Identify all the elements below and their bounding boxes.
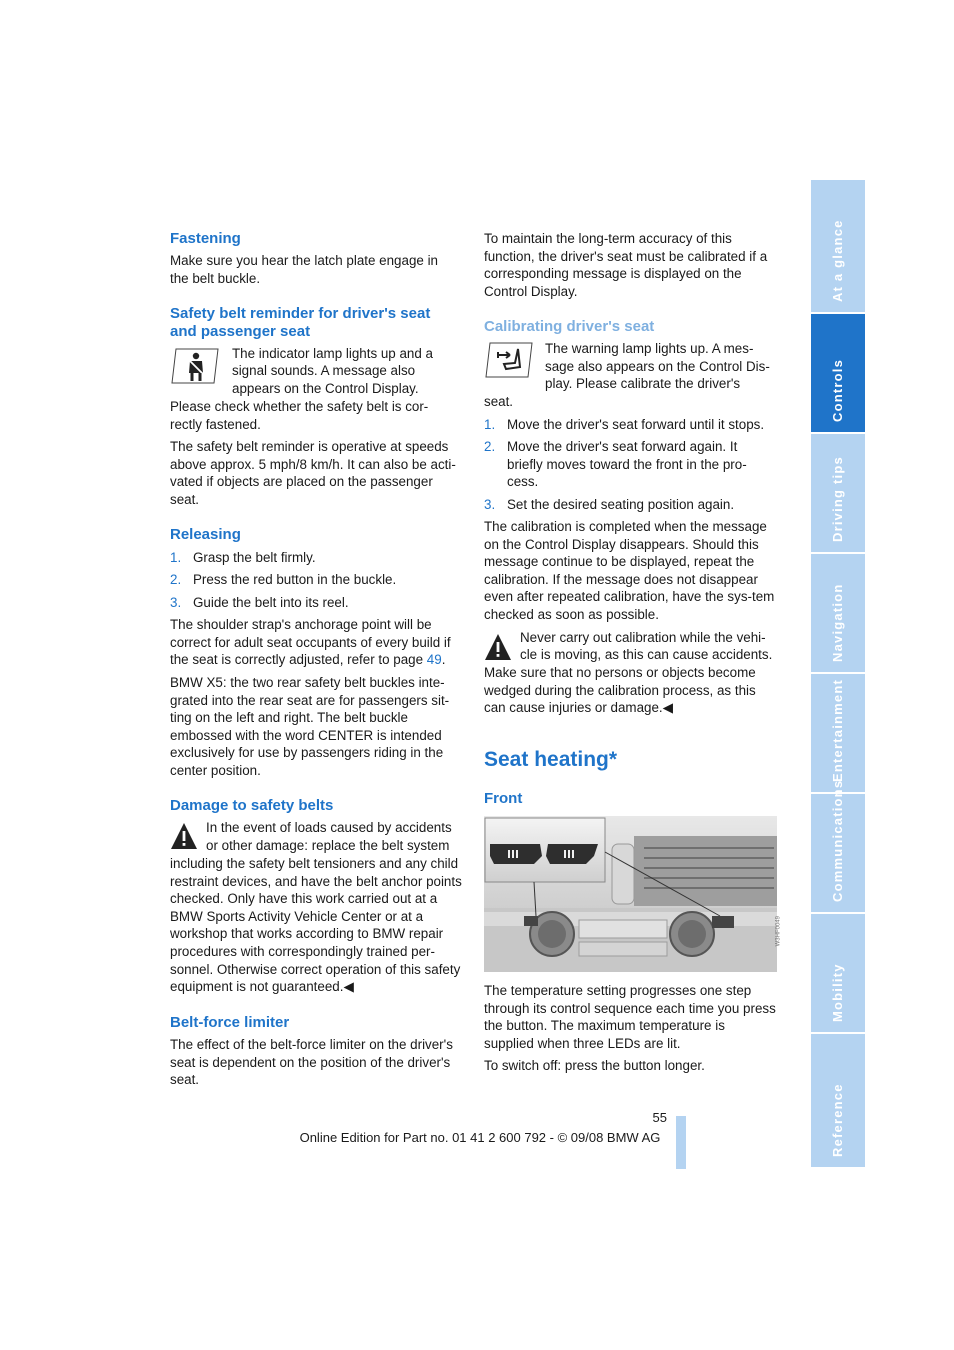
- list-item: [484, 438, 779, 492]
- calibration-complete-text: The calibration is completed when the message on the Control Display disappears. Should this message continue to be displayed, repeat the calibration. If the message does not disappear even after repeated calibration, have the sys-tem checked as soon as possible.: [484, 519, 775, 622]
- calibration-warn-line1: Never carry out calibration while the vehi-: [520, 630, 766, 645]
- list-item: [484, 416, 779, 434]
- reminder-icon-line2: signal sounds. A message also: [232, 363, 416, 378]
- seatbelt-icon: [170, 347, 222, 385]
- fastening-text: Make sure you hear the latch plate engage in the belt buckle.: [170, 253, 438, 286]
- heading-front: Front: [484, 790, 523, 807]
- reminder-after-text: Please check whether the safety belt is cor-rectly fastened.: [170, 399, 429, 432]
- tab-mobility[interactable]: Mobility: [811, 914, 865, 1034]
- heading-releasing: Releasing: [170, 526, 241, 543]
- image-code: W3HF0049: [775, 916, 781, 947]
- step-number: 2.: [170, 572, 182, 587]
- section-title-seat-heating: Seat heating*: [484, 748, 618, 771]
- damage-warn-line1: In the event of loads caused by accidents: [206, 820, 452, 835]
- calibrating-icon-line3: play. Please calibrate the driver's: [545, 376, 741, 391]
- calibration-intro-text: To maintain the long-term accuracy of this function, the driver's seat must be calibrated if a corresponding message is displayed on the Control Display.: [484, 231, 768, 299]
- list-item: [170, 594, 460, 612]
- reminder-icon-line3: appears on the Control Display.: [232, 381, 419, 396]
- bmw-x5-text: BMW X5: the two rear safety belt buckles inte-grated into the rear seat are for passengers sit-ting on the left and right. The belt buckle embossed with the word CENTER is intended exclusively for use by passengers riding in the center position.: [170, 675, 450, 778]
- heading-calibrating: Calibrating driver's seat: [484, 318, 655, 335]
- step-number: 1.: [484, 417, 496, 432]
- reminder-speed-text: The safety belt reminder is operative at speeds above approx. 5 mph/8 km/h. It can also be acti-vated if objects are placed on the passenger seat.: [170, 439, 456, 507]
- calibrating-icon-line2: sage also appears on the Control Dis-: [545, 359, 770, 374]
- page-number: 55: [652, 1110, 667, 1125]
- edition-footer: Online Edition for Part no. 01 41 2 600 792 - © 09/08 BMW AG: [299, 1130, 661, 1145]
- temperature-setting-text: The temperature setting progresses one step through its control sequence each time you press the button. The maximum temperature is supplied when three LEDs are lit.: [484, 983, 776, 1051]
- tab-controls[interactable]: Controls: [811, 314, 865, 434]
- tab-reference[interactable]: Reference: [811, 1034, 865, 1167]
- step-number: 2.: [484, 439, 496, 454]
- tab-driving-tips[interactable]: Driving tips: [811, 434, 865, 554]
- heading-belt-force-limiter: Belt-force limiter: [170, 1014, 290, 1031]
- step-text: Set the desired seating position again.: [507, 497, 735, 512]
- step-number: 3.: [484, 497, 496, 512]
- tab-communications[interactable]: Communications: [811, 794, 865, 914]
- tab-at-a-glance[interactable]: At a glance: [811, 180, 865, 314]
- step-number: 3.: [170, 595, 182, 610]
- warning-icon: [484, 632, 512, 662]
- switch-off-text: To switch off: press the button longer.: [484, 1058, 705, 1073]
- calibrating-after-text: seat.: [484, 394, 514, 409]
- step-text: Press the red button in the buckle.: [193, 572, 397, 587]
- calibration-warn-line2: cle is moving, as this can cause accidents.: [520, 647, 773, 662]
- seat-heating-buttons-photo: [484, 816, 781, 972]
- seat-calibration-icon: [484, 341, 536, 379]
- tab-navigation[interactable]: Navigation: [811, 554, 865, 674]
- heading-fastening: Fastening: [170, 230, 241, 247]
- list-item: [170, 571, 460, 589]
- heading-damage: Damage to safety belts: [170, 797, 334, 814]
- anchorage-text: The shoulder strap's anchorage point will be correct for adult seat occupants of every build if the seat is correctly adjusted, refer to page 49.: [170, 617, 451, 668]
- step-text: Grasp the belt firmly.: [193, 550, 316, 565]
- step-text: Guide the belt into its reel.: [193, 595, 349, 610]
- heading-reminder-line1: Safety belt reminder for driver's seat: [170, 305, 431, 322]
- calibration-warn-rest: Make sure that no persons or objects become wedged during the calibration process, as this can cause injuries or damage.◀: [484, 665, 756, 716]
- page-link[interactable]: 49: [426, 652, 442, 668]
- damage-warn-line2: or other damage: replace the belt system: [206, 838, 450, 853]
- step-number: 1.: [170, 550, 182, 565]
- tab-entertainment[interactable]: Entertainment: [811, 674, 865, 794]
- chapter-tabs: [811, 180, 865, 1167]
- list-item: [484, 496, 779, 514]
- warning-icon: [170, 821, 198, 851]
- step-text: Move the driver's seat forward until it stops.: [507, 417, 765, 432]
- step-text: Move the driver's seat forward again. It briefly moves toward the front in the pro-cess.: [507, 439, 747, 490]
- list-item: [170, 549, 460, 567]
- calibrating-icon-line1: The warning lamp lights up. A mes-: [545, 341, 754, 356]
- heading-reminder-line2: and passenger seat: [170, 323, 311, 340]
- reminder-icon-line1: The indicator lamp lights up and a: [232, 346, 433, 361]
- limiter-text: The effect of the belt-force limiter on the driver's seat is dependent on the position of the driver's seat.: [170, 1037, 453, 1088]
- damage-rest-text: including the safety belt tensioners and any child restraint devices, and have the belt anchor points checked. Only have this work carried out at a BMW Sports Activity Vehicle Center or at a workshop that works according to BMW repair procedures with correspondingly trained per-sonnel. Otherwise correct operation of this safety equipment is not guaranteed.◀: [170, 856, 462, 995]
